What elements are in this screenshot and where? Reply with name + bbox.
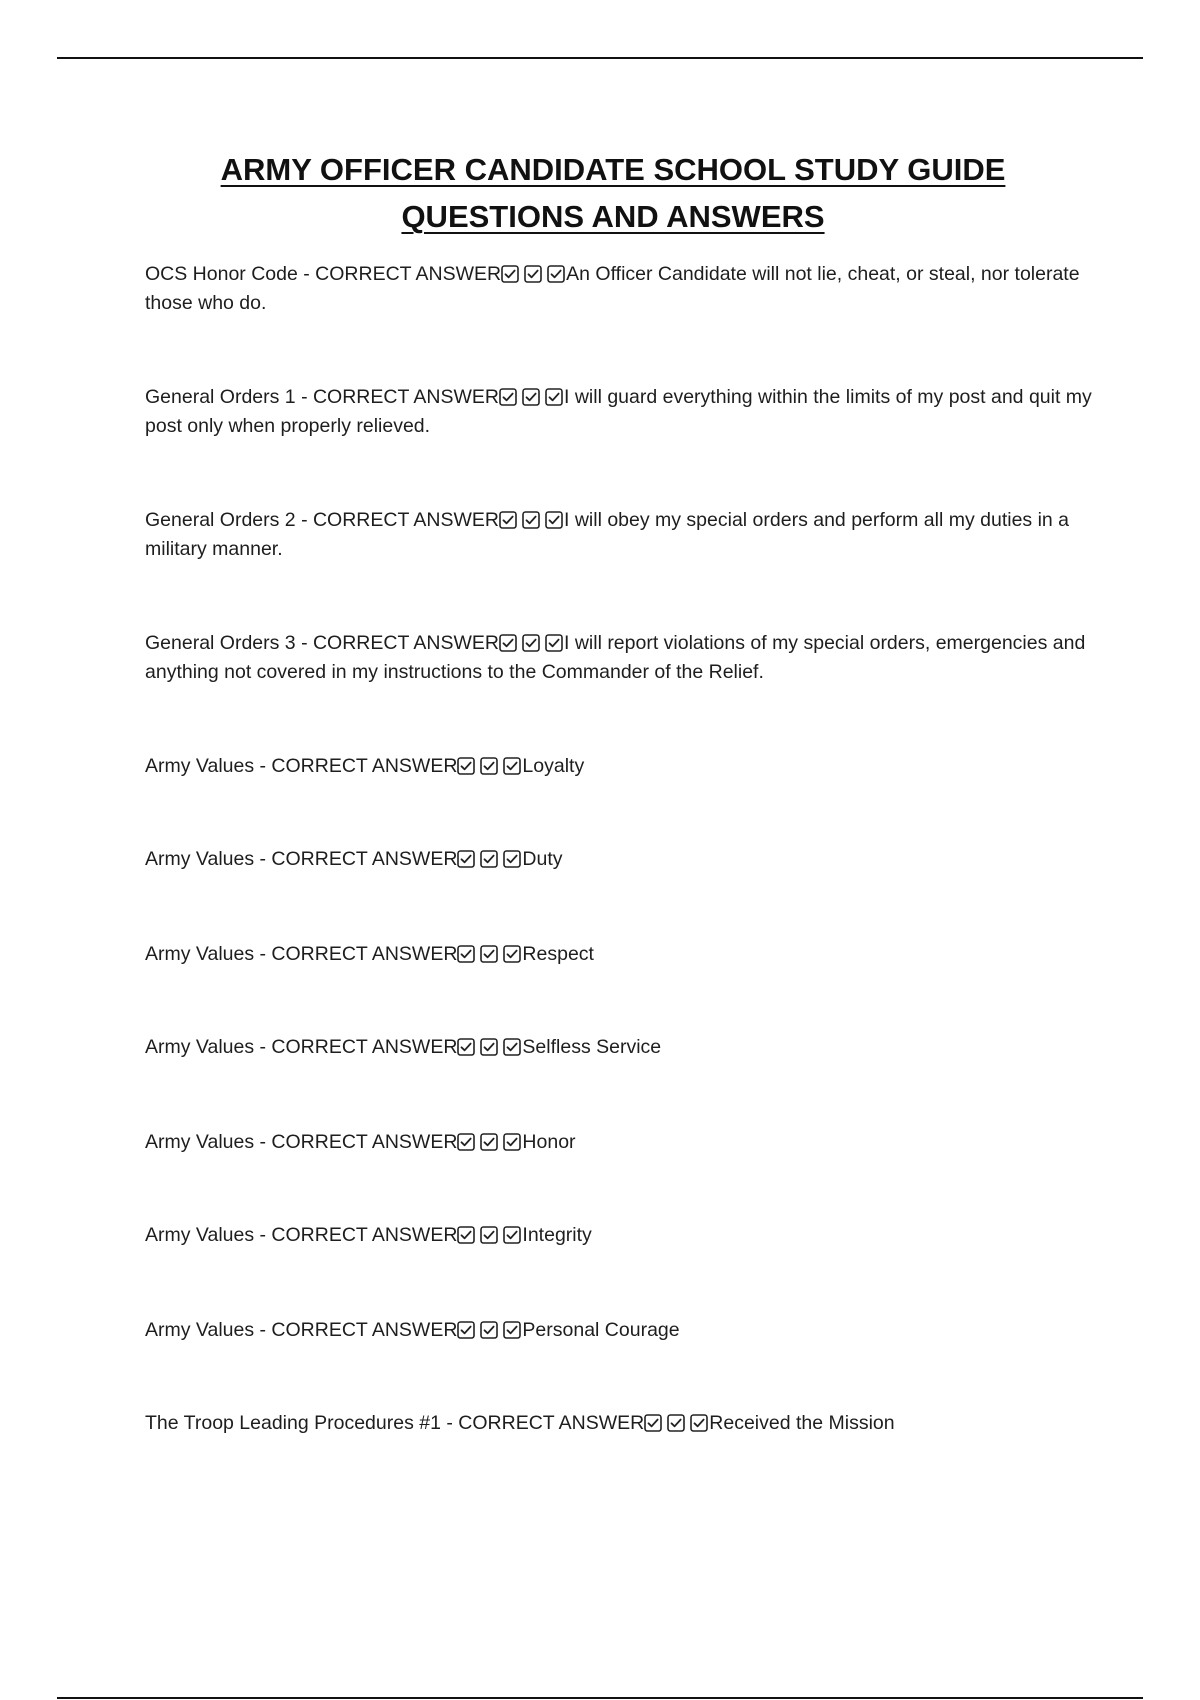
checkbox-check-icon (545, 511, 563, 529)
checkbox-check-icon (480, 1226, 498, 1244)
question-text: Army Values - CORRECT ANSWER (145, 1319, 458, 1341)
checkbox-check-icon (499, 634, 517, 652)
checkbox-check-icon (503, 850, 521, 868)
checkbox-check-icon (503, 1321, 521, 1339)
checkbox-check-icon (503, 945, 521, 963)
question-text: OCS Honor Code - CORRECT ANSWER (145, 263, 502, 285)
checkbox-check-icon (522, 388, 540, 406)
answer-text: Personal Courage (522, 1319, 680, 1341)
qa-item (145, 752, 1095, 781)
qa-item (145, 940, 1095, 969)
checkbox-check-icon (480, 1038, 498, 1056)
checkbox-check-icon (547, 265, 565, 283)
question-text: Army Values - CORRECT ANSWER (145, 755, 458, 777)
checkbox-check-icon (457, 757, 475, 775)
question-text: Army Values - CORRECT ANSWER (145, 1131, 458, 1153)
checkbox-check-icon (503, 1133, 521, 1151)
correct-answer-checks (457, 1224, 522, 1246)
checkbox-check-icon (499, 511, 517, 529)
answer-text: I will report violations of my special orders, emergencies and anything not covered in my instructions to the Commander of the Relief. (145, 632, 1086, 683)
checkbox-check-icon (457, 945, 475, 963)
checkbox-check-icon (503, 1038, 521, 1056)
qa-item (145, 1128, 1095, 1157)
checkbox-check-icon (667, 1414, 685, 1432)
checkbox-check-icon (480, 1133, 498, 1151)
qa-item (145, 1033, 1095, 1062)
correct-answer-checks (501, 263, 566, 285)
checkbox-check-icon (457, 1133, 475, 1151)
correct-answer-checks (457, 1131, 522, 1153)
checkbox-check-icon (457, 1226, 475, 1244)
checkbox-check-icon (522, 511, 540, 529)
answer-text: I will guard everything within the limits of my post and quit my post only when properly relieved. (145, 386, 1092, 437)
question-text: Army Values - CORRECT ANSWER (145, 1224, 458, 1246)
checkbox-check-icon (501, 265, 519, 283)
qa-item (145, 383, 1095, 441)
answer-text: An Officer Candidate will not lie, cheat, or steal, nor tolerate those who do. (145, 263, 1080, 314)
checkbox-check-icon (524, 265, 542, 283)
answer-text: Respect (522, 943, 594, 965)
checkbox-check-icon (457, 1038, 475, 1056)
answer-text: Loyalty (522, 755, 585, 777)
correct-answer-checks (457, 848, 522, 870)
qa-item (145, 629, 1095, 687)
correct-answer-checks (457, 1319, 522, 1341)
checkbox-check-icon (503, 757, 521, 775)
checkbox-check-icon (644, 1414, 662, 1432)
correct-answer-checks (499, 386, 564, 408)
checkbox-check-icon (480, 1321, 498, 1339)
answer-text: Received the Mission (709, 1412, 895, 1434)
footer-rule (57, 1697, 1143, 1699)
checkbox-check-icon (499, 388, 517, 406)
answer-text: Duty (522, 848, 563, 870)
qa-item (145, 1409, 1095, 1438)
qa-item (145, 1316, 1095, 1345)
answer-text: Selfless Service (522, 1036, 662, 1058)
qa-item (145, 1221, 1095, 1250)
qa-item (145, 506, 1095, 564)
qa-item (145, 845, 1095, 874)
correct-answer-checks (499, 632, 564, 654)
qa-item (145, 260, 1095, 318)
checkbox-check-icon (503, 1226, 521, 1244)
answer-text: Honor (522, 1131, 576, 1153)
question-text: Army Values - CORRECT ANSWER (145, 1036, 458, 1058)
checkbox-check-icon (690, 1414, 708, 1432)
page-title: ARMY OFFICER CANDIDATE SCHOOL STUDY GUIDE QUESTIONS AND ANSWERS (220, 152, 1006, 234)
question-text: General Orders 1 - CORRECT ANSWER (145, 386, 499, 408)
question-text: General Orders 3 - CORRECT ANSWER (145, 632, 499, 654)
correct-answer-checks (457, 943, 522, 965)
answer-text: Integrity (522, 1224, 592, 1246)
header-rule (57, 57, 1143, 59)
question-text: Army Values - CORRECT ANSWER (145, 943, 458, 965)
question-text: Army Values - CORRECT ANSWER (145, 848, 458, 870)
correct-answer-checks (644, 1412, 709, 1434)
checkbox-check-icon (522, 634, 540, 652)
question-text: General Orders 2 - CORRECT ANSWER (145, 509, 499, 531)
question-text: The Troop Leading Procedures #1 - CORRECT ANSWER (145, 1412, 645, 1434)
checkbox-check-icon (480, 945, 498, 963)
answer-text: I will obey my special orders and perform all my duties in a military manner. (145, 509, 1070, 560)
checkbox-check-icon (545, 634, 563, 652)
checkbox-check-icon (480, 850, 498, 868)
correct-answer-checks (499, 509, 564, 531)
checkbox-check-icon (545, 388, 563, 406)
correct-answer-checks (457, 755, 522, 777)
correct-answer-checks (457, 1036, 522, 1058)
checkbox-check-icon (480, 757, 498, 775)
checkbox-check-icon (457, 850, 475, 868)
checkbox-check-icon (457, 1321, 475, 1339)
